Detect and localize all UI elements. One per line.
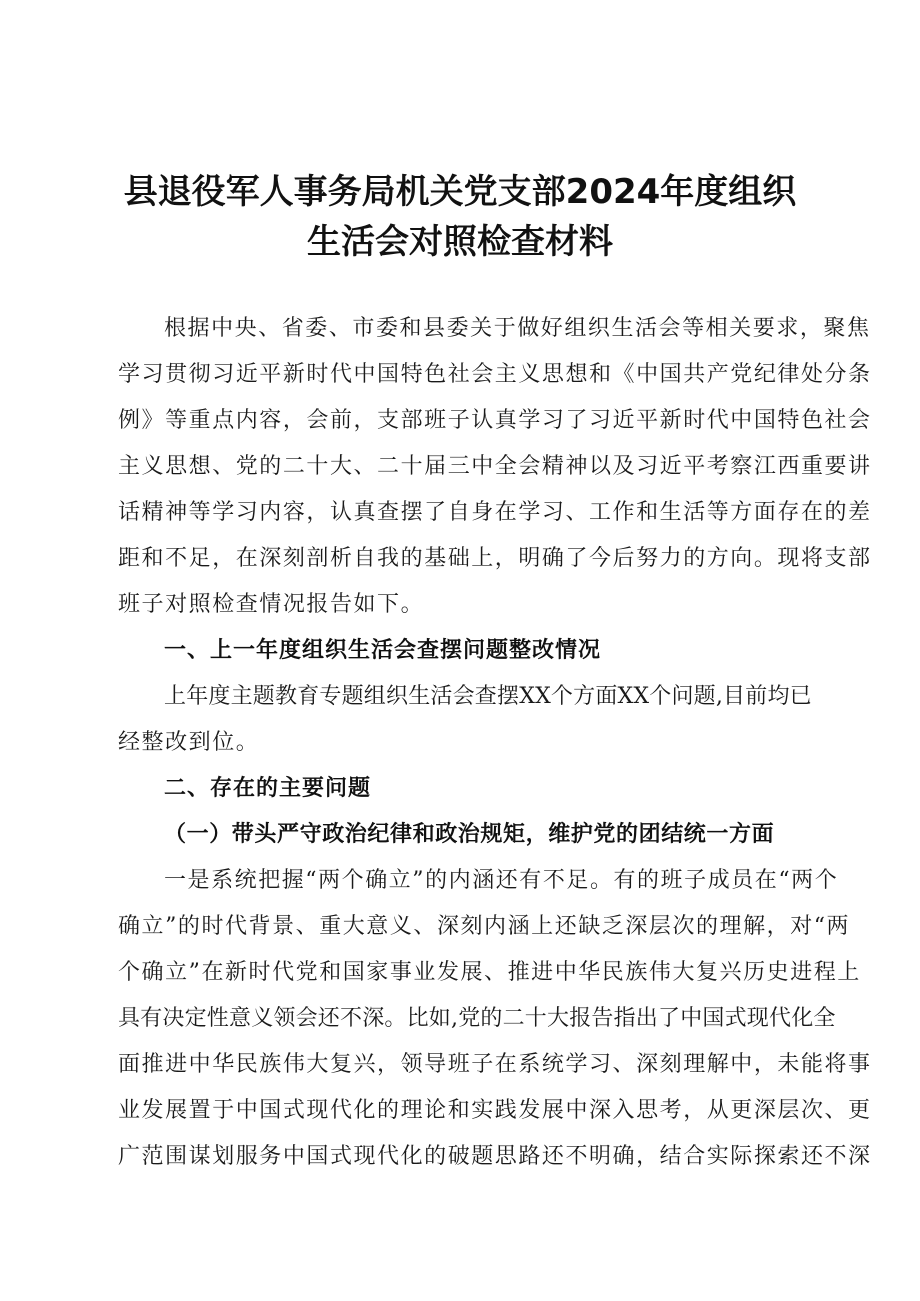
subsection-1-line-1: 一是系统把握“两个确立”的内涵还有不足。有的班子成员在“两个	[164, 868, 839, 893]
intro-line-5: 话精神等学习内容，认真查摆了自身在学习、工作和生活等方面存在的差	[118, 500, 872, 525]
document-title-line-2: 生活会对照检查材料	[307, 222, 613, 262]
intro-line-4: 主义思想、党的二十大、二十届三中全会精神以及习近平考察江西重要讲	[118, 454, 872, 479]
intro-line-2: 学习贯彻习近平新时代中国特色社会主义思想和《中国共产党纪律处分条	[118, 362, 872, 387]
subsection-1-line-2: 确立”的时代背景、重大意义、深刻内涵上还缺乏深层次的理解，对“两	[118, 914, 851, 939]
subsection-1-line-4: 具有决定性意义领会还不深。比如,党的二十大报告指出了中国式现代化全	[118, 1006, 836, 1031]
intro-line-3: 例》等重点内容，会前，支部班子认真学习了习近平新时代中国特色社会	[118, 408, 872, 433]
subsection-1-line-5: 面推进中华民族伟大复兴，领导班子在系统学习、深刻理解中，未能将事	[118, 1052, 872, 1077]
section-1-line-2: 经整改到位。	[118, 730, 260, 755]
intro-line-6: 距和不足，在深刻剖析自我的基础上，明确了今后努力的方向。现将支部	[118, 546, 872, 571]
section-1-heading: 一、上一年度组织生活会查摆问题整改情况	[164, 637, 602, 663]
subsection-1-line-6: 业发展置于中国式现代化的理论和实践发展中深入思考，从更深层次、更	[118, 1098, 872, 1123]
subsection-1-heading: （一）带头严守政治纪律和政治规矩，维护党的团结统一方面	[164, 821, 775, 847]
section-2-heading: 二、存在的主要问题	[164, 775, 372, 801]
section-1-line-1: 上年度主题教育专题组织生活会查摆XX个方面XX个问题,目前均已	[164, 684, 812, 709]
subsection-1-line-3: 个确立”在新时代党和国家事业发展、推进中华民族伟大复兴历史进程上	[118, 960, 861, 985]
intro-line-7: 班子对照检查情况报告如下。	[118, 592, 425, 617]
intro-line-1: 根据中央、省委、市委和县委关于做好组织生活会等相关要求，聚焦	[164, 316, 871, 341]
document-title-line-1: 县退役军人事务局机关党支部2024年度组织	[123, 172, 797, 212]
subsection-1-line-7: 广范围谋划服务中国式现代化的破题思路还不明确，结合实际探索还不深	[118, 1144, 872, 1169]
